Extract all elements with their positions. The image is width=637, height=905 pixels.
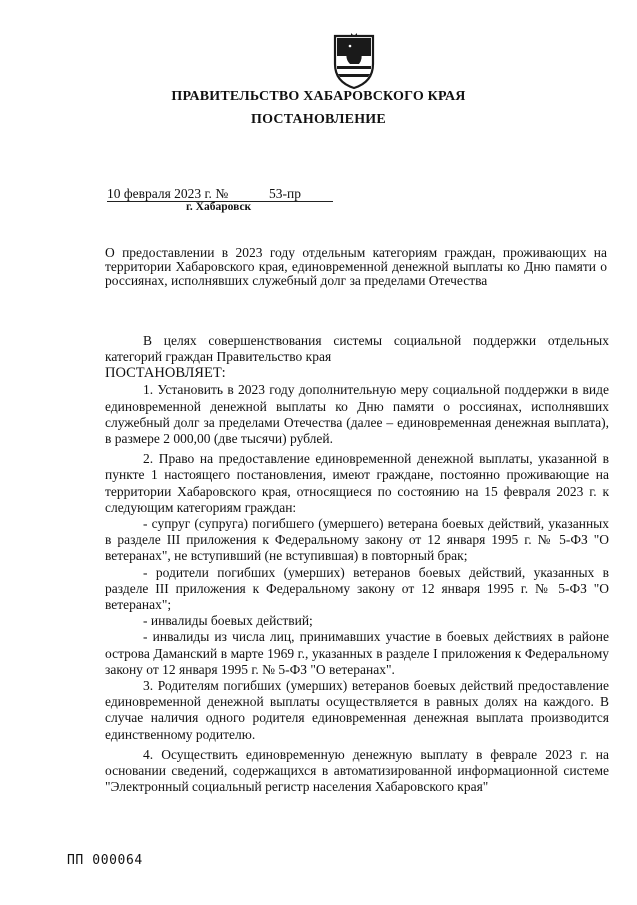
paragraph-4: 4. Осуществить единовременную денежную выплату в феврале 2023 г. на основании сведений, содержащихся в автоматизированной информационной системе "Электронный социальный регистр населения Хабаровского края" bbox=[105, 746, 609, 795]
number-sign: № bbox=[215, 186, 229, 201]
document-number: 53-пр bbox=[245, 187, 333, 202]
khabarovsk-coat-of-arms-icon bbox=[331, 32, 377, 90]
intro-paragraph: В целях совершенствования системы социальной поддержки отдельных категорий граждан Правительство края bbox=[105, 333, 609, 365]
list-item: - инвалиды из числа лиц, принимавших участие в боевых действиях в районе острова Даманский в марте 1969 г., указанных в разделе I приложения к Федеральному закону от 12 января 1995 г. № 5-ФЗ "О ветеранах". bbox=[105, 629, 609, 677]
document-city: г. Хабаровск bbox=[186, 201, 252, 213]
command-heading: ПОСТАНОВЛЯЕТ: bbox=[105, 365, 226, 382]
document-date: 10 февраля 2023 г. № bbox=[107, 187, 245, 202]
document-subject: О предоставлении в 2023 году отдельным категориям граждан, проживающих на территории Хабаровского края, единовременной денежной выплаты ко Дню памяти о россиянах, исполнявших служебный долг за пределами Отечества bbox=[105, 245, 607, 288]
government-title: ПРАВИТЕЛЬСТВО ХАБАРОВСКОГО КРАЯ bbox=[171, 89, 466, 104]
paragraph-1: 1. Установить в 2023 году дополнительную меру социальной поддержки в виде единовременной денежной выплаты ко Дню памяти о россиянах, исполнявших служебный долг за пределами Отечества (далее – единовременная денежная выплата), в размере 2 000,00 (две тысячи) рублей. bbox=[105, 382, 609, 447]
form-serial-code: ПП 000064 bbox=[67, 853, 143, 868]
date-number-line bbox=[107, 186, 333, 202]
document-type-title: ПОСТАНОВЛЕНИЕ bbox=[251, 112, 386, 127]
list-item: - инвалиды боевых действий; bbox=[143, 613, 313, 629]
paragraph-3: 3. Родителям погибших (умерших) ветеранов боевых действий предоставление единовременной денежной выплаты осуществляется в равных долях на каждого. В случае наличия одного родителя единовременная денежная выплата производится единственному родителю. bbox=[105, 678, 609, 742]
document-body bbox=[105, 333, 609, 795]
list-item: - родители погибших (умерших) ветеранов боевых действий, указанных в разделе III приложения к Федеральному закону от 12 января 1995 г. № 5-ФЗ "О ветеранах"; bbox=[105, 564, 609, 613]
paragraph-2: 2. Право на предоставление единовременной денежной выплаты, указанной в пункте 1 настоящего постановления, имеют граждане, постоянно проживающие на территории Хабаровского края, относящиеся по состоянию на 15 февраля 2023 г. к следующим категориям граждан: bbox=[105, 451, 609, 515]
list-item: - супруг (супруга) погибшего (умершего) ветерана боевых действий, указанных в разделе III приложения к Федеральному закону от 12 января 1995 г. № 5-ФЗ "О ветеранах", не вступивший (не вступившая) в повторный брак; bbox=[105, 516, 609, 564]
